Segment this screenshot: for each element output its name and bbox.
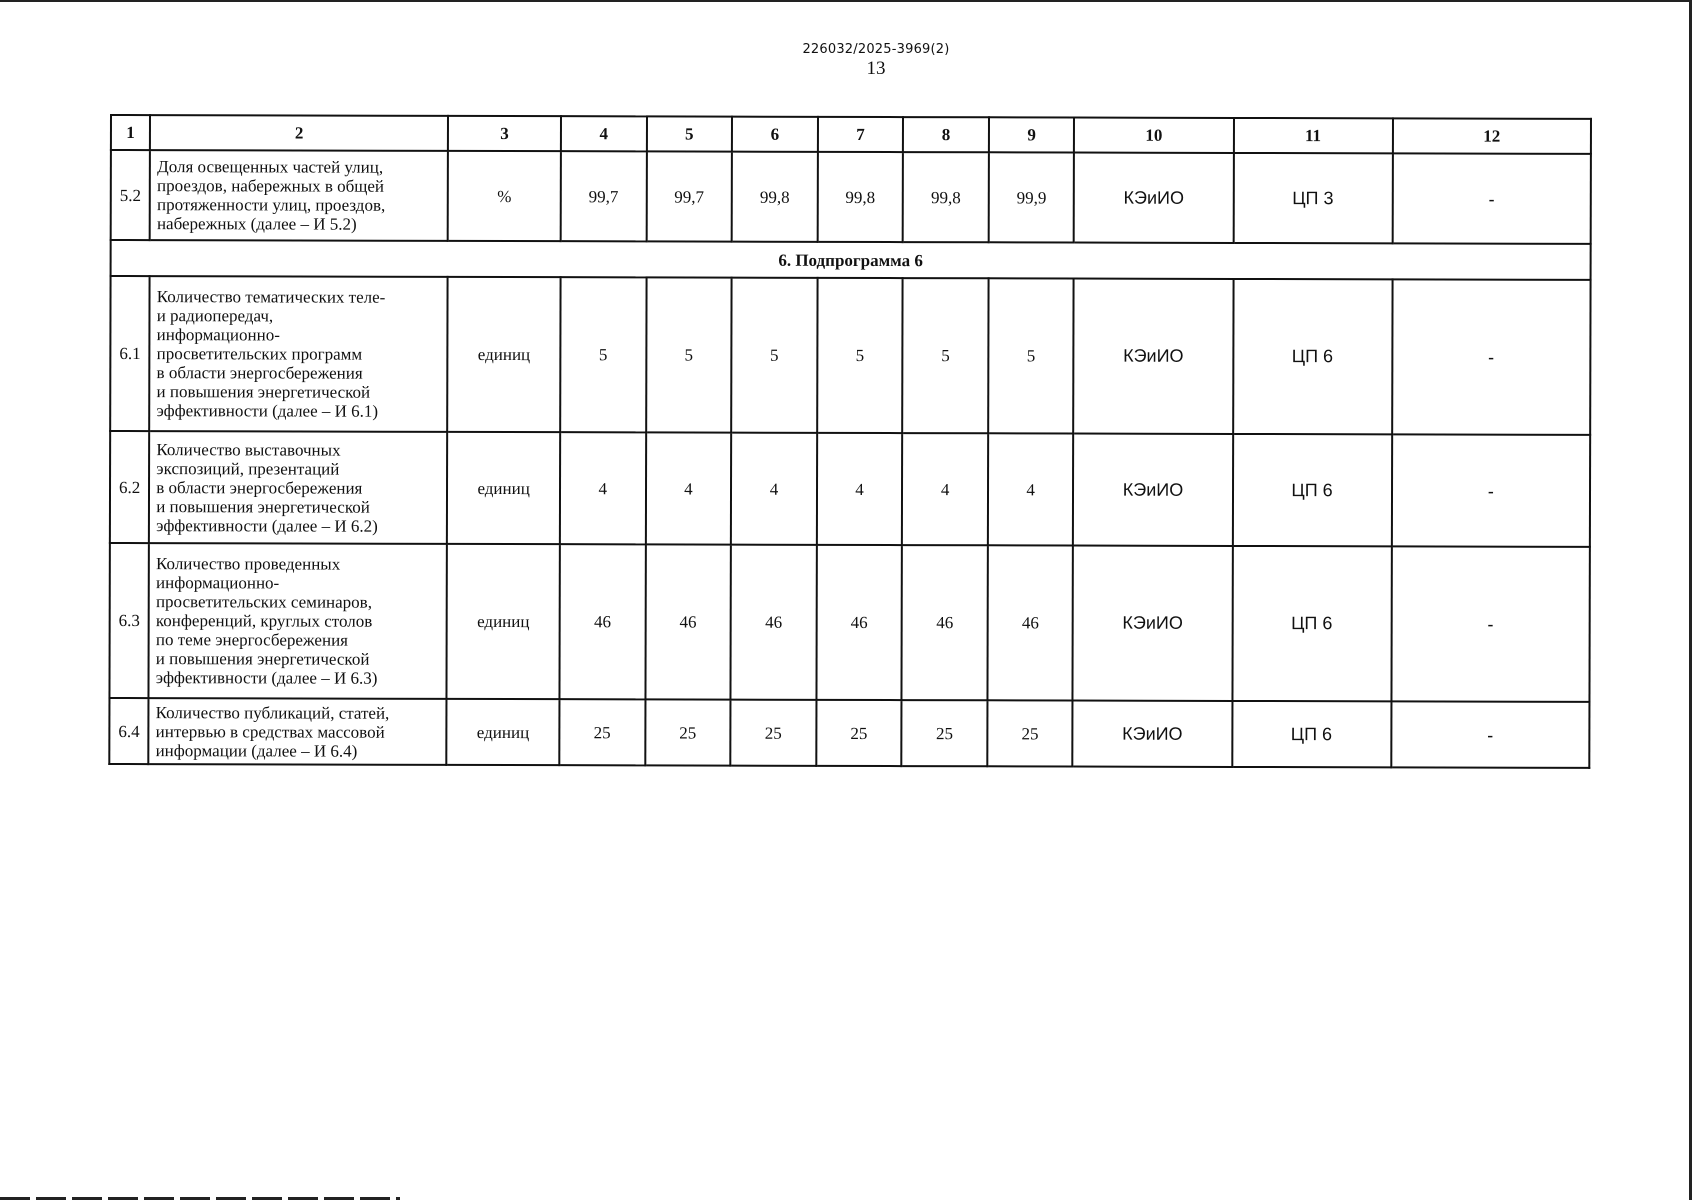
row-number: 6.4 (109, 698, 148, 764)
unit-cell: единиц (447, 544, 560, 699)
goal-cell: ЦП 6 (1232, 434, 1391, 546)
value-cell: 25 (559, 699, 645, 765)
responsible-cell: КЭиИО (1073, 546, 1232, 701)
value-cell: 25 (730, 700, 816, 766)
unit-cell: единиц (447, 432, 560, 544)
table-row (109, 698, 1589, 768)
page-number: 13 (866, 58, 886, 79)
value-cell: 99,8 (817, 152, 903, 242)
column-header: 1 (111, 115, 150, 150)
row-number: 6.1 (110, 276, 150, 431)
value-cell: 4 (645, 432, 731, 544)
note-cell: - (1391, 701, 1590, 768)
value-cell: 46 (987, 545, 1073, 700)
value-cell: 5 (560, 277, 646, 432)
row-number: 5.2 (111, 150, 150, 240)
goal-cell: ЦП 6 (1232, 701, 1391, 767)
column-header: 3 (448, 116, 561, 151)
value-cell: 4 (731, 433, 817, 545)
note-cell: - (1391, 434, 1590, 547)
value-cell: 25 (816, 700, 902, 766)
value-cell: 46 (559, 544, 645, 699)
section-row (111, 240, 1591, 280)
value-cell: 99,9 (989, 152, 1075, 242)
value-cell: 99,7 (561, 151, 647, 241)
column-header: 6 (732, 117, 818, 152)
column-header: 8 (903, 117, 989, 152)
value-cell: 5 (902, 278, 988, 433)
section-title: 6. Подпрограмма 6 (111, 240, 1591, 280)
value-cell: 5 (731, 278, 817, 433)
value-cell: 99,8 (903, 152, 989, 242)
unit-cell: % (448, 151, 561, 241)
goal-cell: ЦП 6 (1232, 546, 1391, 701)
scan-edge-top (0, 0, 1692, 2)
value-cell: 4 (560, 432, 646, 544)
column-header: 2 (150, 115, 448, 151)
column-header: 11 (1233, 118, 1392, 153)
value-cell: 99,7 (646, 151, 732, 241)
value-cell: 99,8 (732, 152, 818, 242)
responsible-cell: КЭиИО (1074, 153, 1233, 243)
indicator-description: Количество тематических теле- и радиопередач, информационно- просветительских программ в области энергосбережения и повышения энергетической эффективности (далее – И 6.1) (149, 276, 447, 432)
note-cell: - (1392, 153, 1591, 244)
registration-number: 226032/2025-3969(2) (802, 42, 950, 57)
value-cell: 25 (987, 700, 1073, 766)
unit-cell: единиц (447, 277, 560, 432)
value-cell: 4 (988, 433, 1074, 545)
column-number-row (111, 115, 1591, 154)
value-cell: 46 (731, 545, 817, 700)
value-cell: 4 (817, 433, 903, 545)
value-cell: 25 (645, 699, 731, 765)
table-row (109, 543, 1589, 702)
indicator-description: Количество выставочных экспозиций, презентаций в области энергосбережения и повышения энергетической эффективности (далее – И 6.2) (149, 431, 447, 544)
value-cell: 46 (645, 544, 731, 699)
goal-cell: ЦП 6 (1233, 279, 1392, 434)
unit-cell: единиц (447, 699, 560, 765)
row-number: 6.2 (110, 431, 150, 543)
table-row (110, 431, 1590, 547)
value-cell: 4 (902, 433, 988, 545)
value-cell: 5 (988, 278, 1074, 433)
goal-cell: ЦП 3 (1233, 153, 1392, 243)
responsible-cell: КЭиИО (1073, 434, 1232, 546)
column-header: 5 (646, 116, 732, 151)
note-cell: - (1392, 279, 1591, 435)
indicator-description: Доля освещенных частей улиц, проездов, набережных в общей протяженности улиц, проездов, набережных (далее – И 5.2) (150, 150, 448, 241)
responsible-cell: КЭиИО (1073, 701, 1232, 767)
column-header: 10 (1074, 118, 1233, 153)
table-row (111, 150, 1591, 244)
value-cell: 46 (816, 545, 902, 700)
note-cell: - (1391, 546, 1590, 702)
column-header: 9 (989, 117, 1075, 152)
column-header: 12 (1392, 118, 1590, 154)
responsible-cell: КЭиИО (1074, 279, 1233, 434)
value-cell: 46 (902, 545, 988, 700)
row-number: 6.3 (109, 543, 149, 698)
table-row (110, 276, 1590, 435)
column-header: 7 (818, 117, 904, 152)
value-cell: 5 (646, 277, 732, 432)
indicator-description: Количество проведенных информационно- просветительских семинаров, конференций, круглых столов по теме энергосбережения и повышения энергетической эффективности (далее – И 6.3) (149, 543, 447, 699)
indicators-table (108, 114, 1592, 769)
indicator-description: Количество публикаций, статей, интервью в средствах массовой информации (далее – И 6.4) (149, 698, 447, 765)
value-cell: 25 (902, 700, 988, 766)
value-cell: 5 (817, 278, 903, 433)
column-header: 4 (561, 116, 647, 151)
